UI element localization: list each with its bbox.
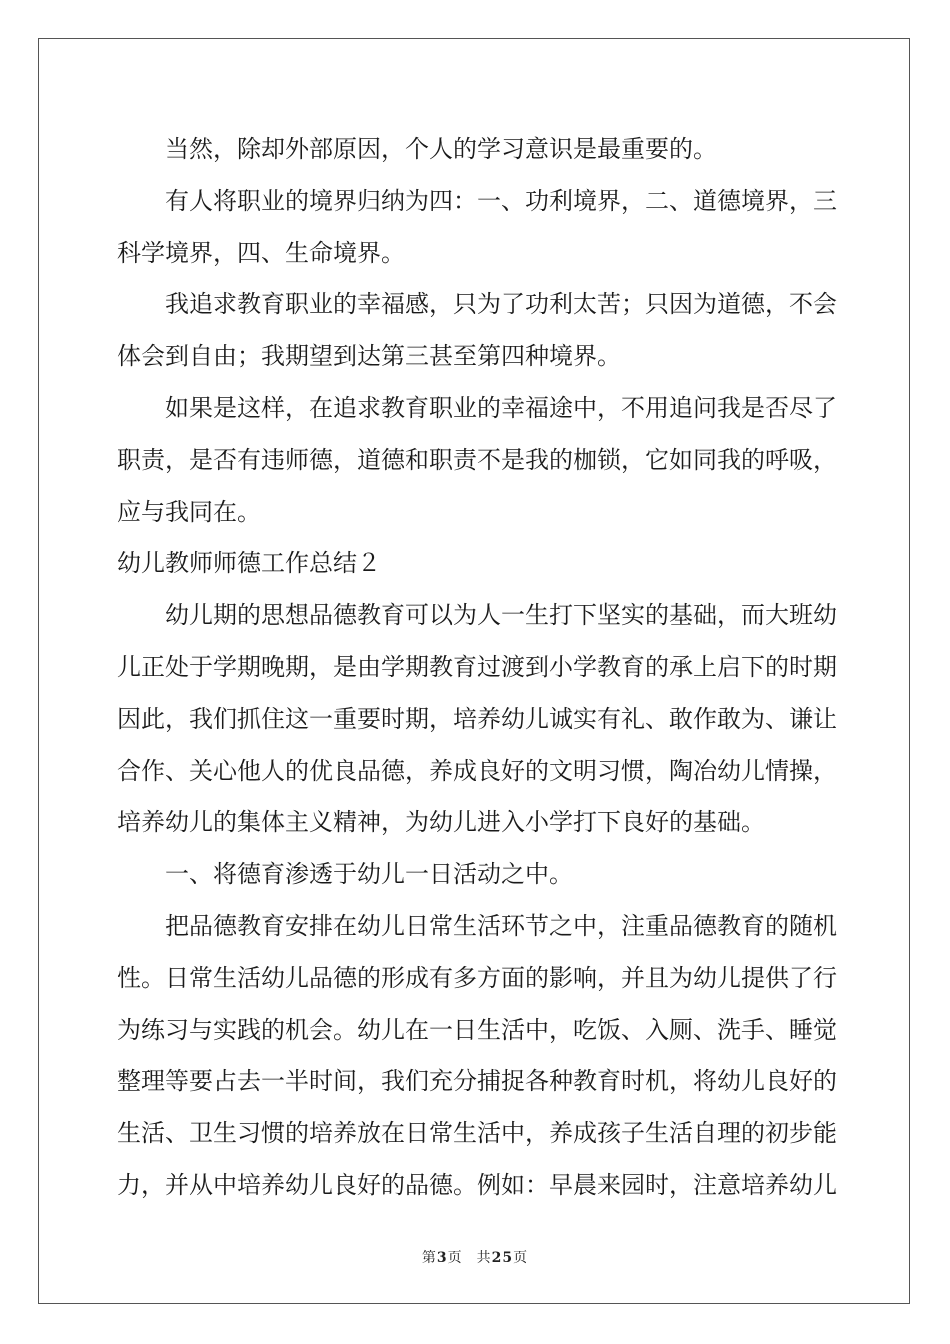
current-page-number: 3 bbox=[436, 1250, 448, 1266]
page-footer bbox=[0, 1247, 950, 1267]
document-body bbox=[117, 124, 837, 1212]
section-heading: 幼儿教师师德工作总结２ bbox=[117, 549, 381, 578]
paragraph-line: 整理等要占去一半时间，我们充分捕捉各种教育时机，将幼儿良好的 bbox=[117, 1067, 837, 1096]
total-suffix: 页 bbox=[513, 1250, 529, 1266]
paragraph-line: 当然，除却外部原因，个人的学习意识是最重要的。 bbox=[165, 135, 717, 163]
paragraph-line: 把品德教育安排在幼儿日常生活环节之中，注重品德教育的随机 bbox=[165, 911, 837, 940]
total-page-number: 25 bbox=[491, 1250, 514, 1266]
paragraph-line: 力，并从中培养幼儿良好的品德。例如：早晨来园时，注意培养幼儿 bbox=[117, 1170, 837, 1199]
paragraph-line: 我追求教育职业的幸福感，只为了功利太苦；只因为道德，不会 bbox=[165, 290, 837, 319]
subheading-line: 一、将德育渗透于幼儿一日活动之中。 bbox=[165, 860, 573, 889]
paragraph-line: 生活、卫生习惯的培养放在日常生活中，养成孩子生活自理的初步能 bbox=[117, 1119, 837, 1148]
paragraph-line: 幼儿期的思想品德教育可以为人一生打下坚实的基础，而大班幼 bbox=[165, 601, 837, 630]
paragraph-line: 科学境界，四、生命境界。 bbox=[117, 238, 405, 267]
paragraph-line: 职责，是否有违师德，道德和职责不是我的枷锁，它如同我的呼吸， bbox=[117, 445, 837, 474]
paragraph-line: 有人将职业的境界归纳为四：一、功利境界，二、道德境界，三 bbox=[165, 186, 837, 215]
paragraph-line: 因此，我们抓住这一重要时期，培养幼儿诚实有礼、敢作敢为、谦让 bbox=[117, 704, 837, 733]
paragraph-line: 如果是这样，在追求教育职业的幸福途中，不用追问我是否尽了 bbox=[165, 393, 837, 422]
paragraph-line: 应与我同在。 bbox=[117, 497, 261, 526]
paragraph-line: 性。日常生活幼儿品德的形成有多方面的影响，并且为幼儿提供了行 bbox=[117, 963, 837, 992]
paragraph-line: 合作、关心他人的优良品德，养成良好的文明习惯，陶冶幼儿情操， bbox=[117, 756, 837, 785]
total-prefix: 共 bbox=[476, 1250, 492, 1266]
paragraph-line: 儿正处于学期晚期，是由学期教育过渡到小学教育的承上启下的时期 bbox=[117, 652, 837, 681]
paragraph-line: 体会到自由；我期望到达第三甚至第四种境界。 bbox=[117, 342, 621, 371]
page-suffix: 页 bbox=[447, 1250, 463, 1266]
page-prefix: 第 bbox=[421, 1250, 437, 1266]
paragraph-line: 培养幼儿的集体主义精神，为幼儿进入小学打下良好的基础。 bbox=[117, 808, 765, 837]
paragraph-line: 为练习与实践的机会。幼儿在一日生活中，吃饭、入厕、洗手、睡觉 bbox=[117, 1015, 837, 1044]
